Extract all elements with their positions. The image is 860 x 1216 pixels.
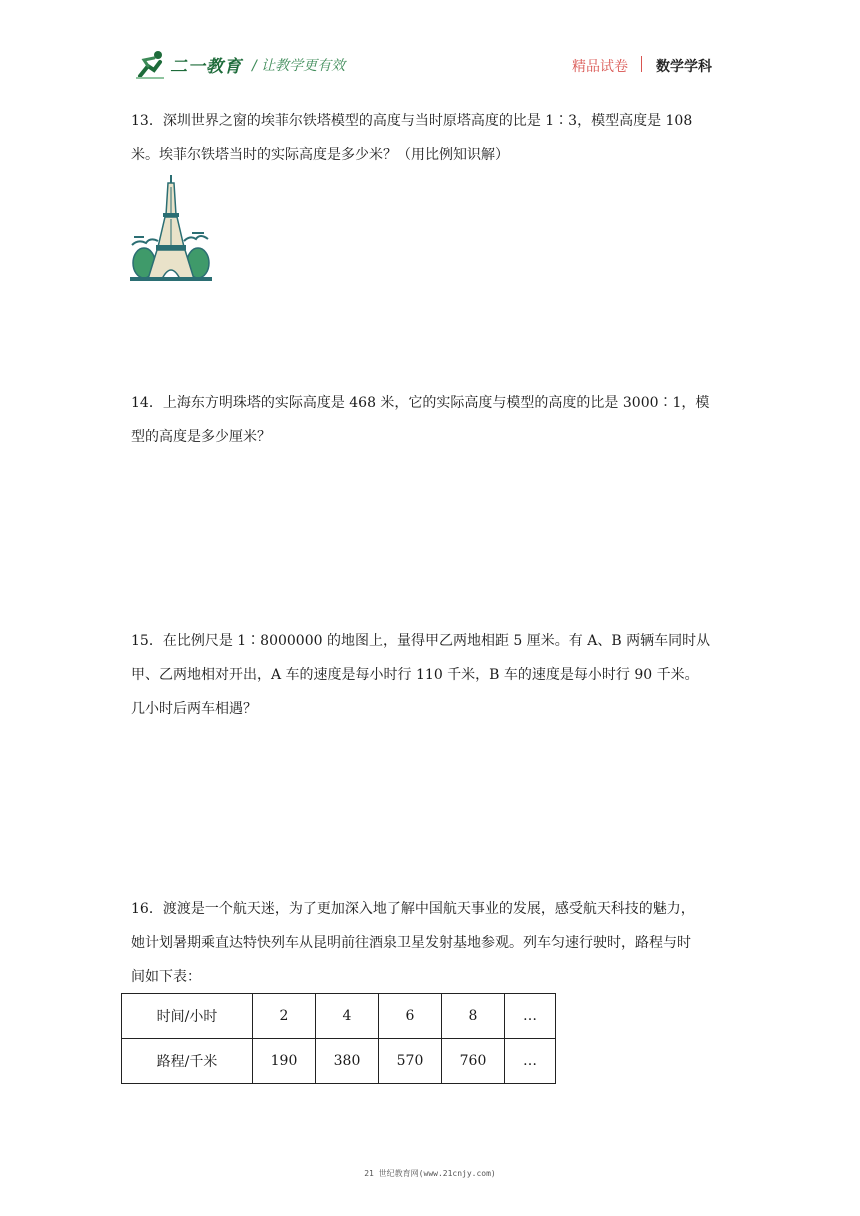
table-row bbox=[122, 994, 556, 1039]
question-15-line1: 15．在比例尺是 1∶8000000 的地图上，量得甲乙两地相距 5 厘米。有 A、B 两辆车同时从 bbox=[131, 633, 711, 649]
question-15-line3: 几小时后两车相遇？ bbox=[131, 701, 257, 717]
table-cell: 6 bbox=[379, 994, 442, 1039]
subject-label: 数学学科 bbox=[656, 59, 712, 75]
table-cell: 4 bbox=[316, 994, 379, 1039]
slogan: / 让教学更有效 bbox=[252, 58, 346, 74]
question-13 bbox=[131, 104, 731, 172]
question-16-line1: 16．渡渡是一个航天迷，为了更加深入地了解中国航天事业的发展，感受航天科技的魅力， bbox=[131, 901, 695, 917]
table-cell: 570 bbox=[379, 1039, 442, 1084]
eiffel-tower-icon bbox=[130, 175, 212, 281]
question-13-line2: 米。埃菲尔铁塔当时的实际高度是多少米？（用比例知识解） bbox=[131, 147, 509, 163]
question-16-line3: 间如下表： bbox=[131, 969, 201, 985]
table-cell: … bbox=[505, 994, 556, 1039]
question-14-line2: 型的高度是多少厘米？ bbox=[131, 429, 271, 445]
category-label: 精品试卷 bbox=[572, 59, 628, 75]
question-14 bbox=[131, 386, 731, 454]
question-14-line1: 14．上海东方明珠塔的实际高度是 468 米，它的实际高度与模型的高度的比是 3000∶1，模 bbox=[131, 395, 710, 411]
logo-text: 二一教育 bbox=[170, 57, 242, 77]
question-15-line2: 甲、乙两地相对开出，A 车的速度是每小时行 110 千米，B 车的速度是每小时行 90 千米。 bbox=[131, 667, 699, 683]
page-footer: 21 世纪教育网(www.21cnjy.com) bbox=[364, 1169, 496, 1178]
table-cell: 760 bbox=[442, 1039, 505, 1084]
question-15 bbox=[131, 624, 731, 726]
question-16-line2: 她计划暑期乘直达特快列车从昆明前往酒泉卫星发射基地参观。列车匀速行驶时，路程与时 bbox=[131, 935, 691, 951]
header-divider bbox=[641, 56, 642, 72]
table-header-cell: 时间/小时 bbox=[122, 994, 253, 1039]
question-16 bbox=[131, 892, 731, 994]
table-row bbox=[122, 1039, 556, 1084]
time-distance-table bbox=[121, 993, 556, 1084]
table-cell: 380 bbox=[316, 1039, 379, 1084]
table-header-cell: 路程/千米 bbox=[122, 1039, 253, 1084]
table-cell: … bbox=[505, 1039, 556, 1084]
table-cell: 2 bbox=[253, 994, 316, 1039]
question-13-line1: 13．深圳世界之窗的埃菲尔铁塔模型的高度与当时原塔高度的比是 1∶3，模型高度是 108 bbox=[131, 113, 693, 129]
runner-logo-icon bbox=[134, 48, 170, 82]
table-cell: 190 bbox=[253, 1039, 316, 1084]
table-cell: 8 bbox=[442, 994, 505, 1039]
